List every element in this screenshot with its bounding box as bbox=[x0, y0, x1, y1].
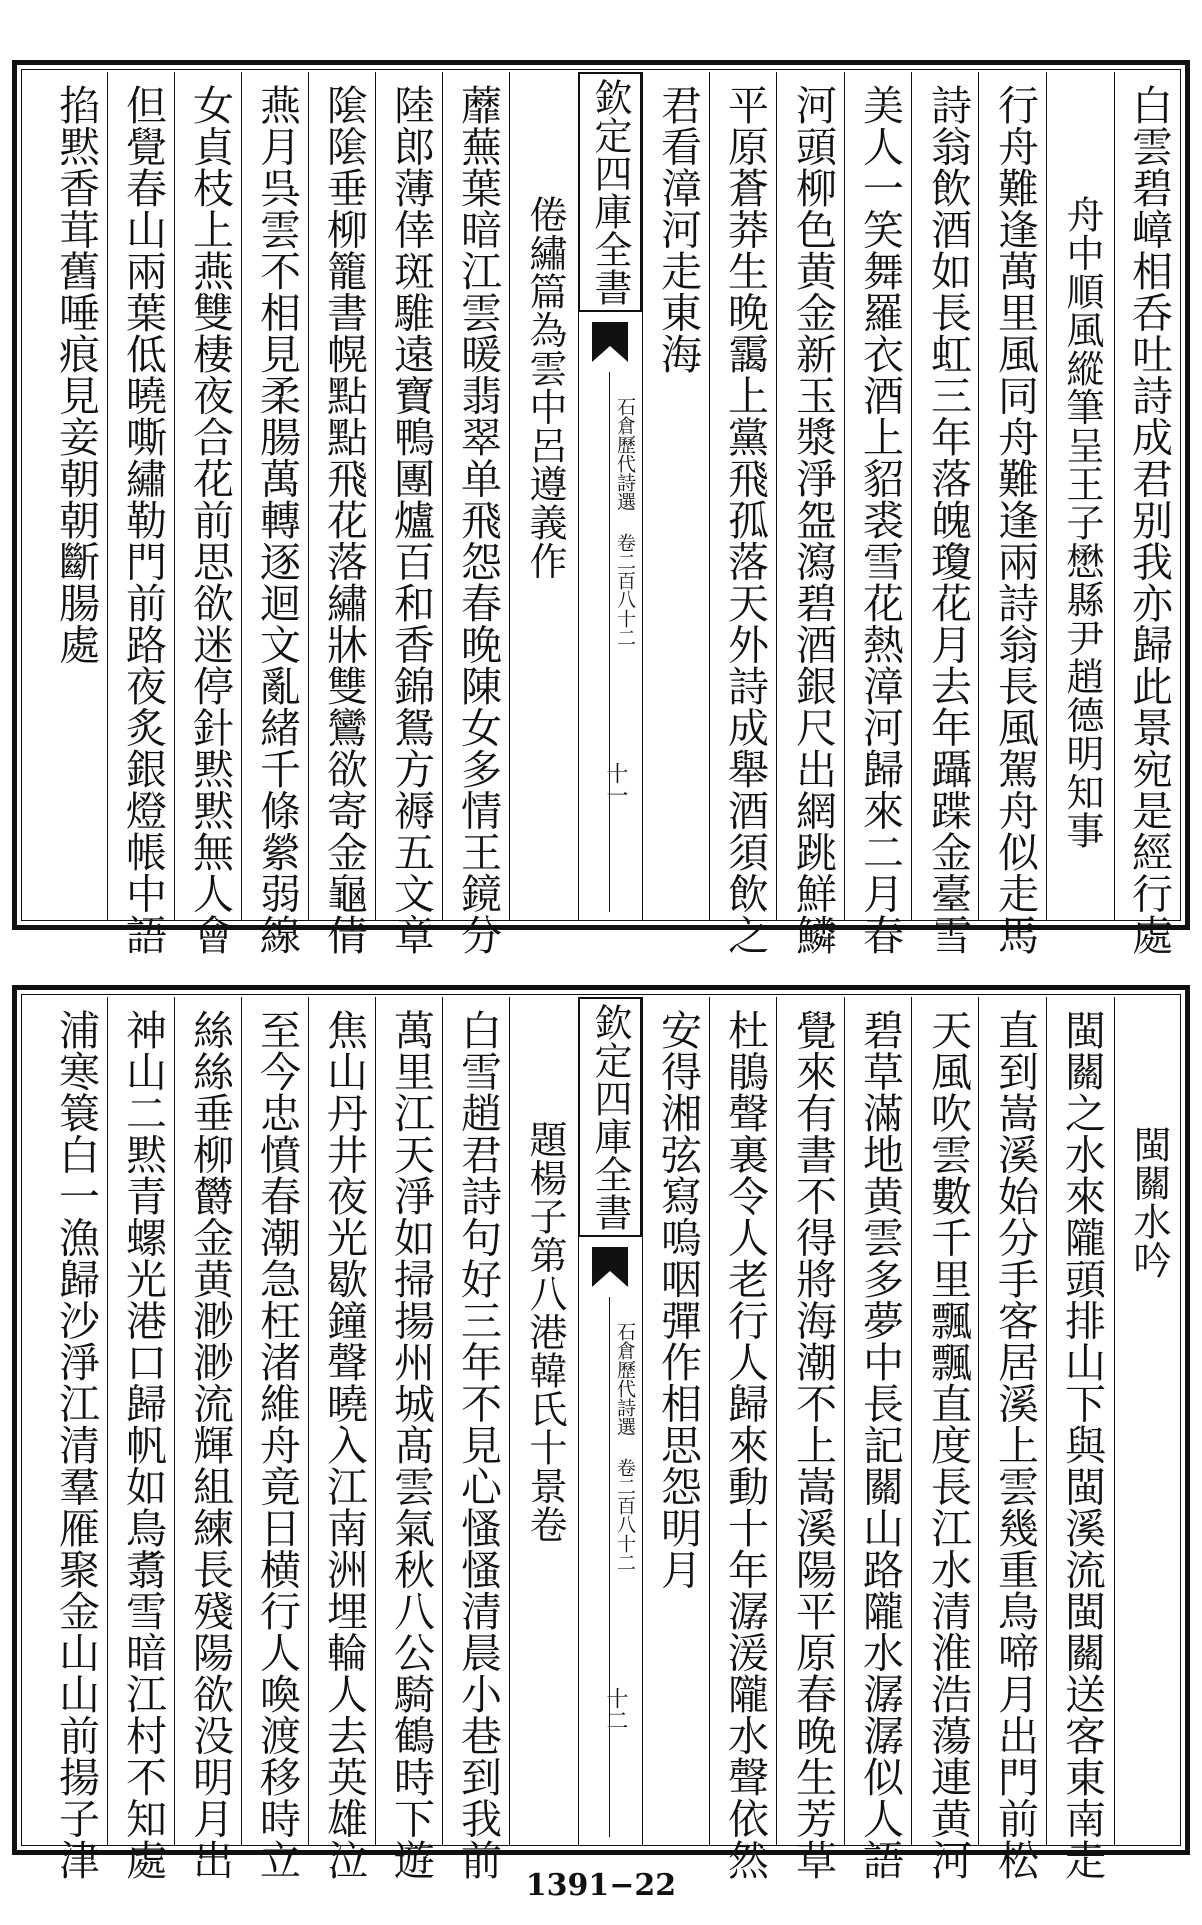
column-rule bbox=[509, 997, 510, 1845]
column-rule bbox=[844, 997, 845, 1845]
text-column: 焦山丹井夜光歇鐘聲曉入江南洲埋輪人去英雄泣 bbox=[320, 1009, 368, 1881]
text-column: 陸郎薄倖斑騅遠寶鴨團爐百和香錦鴛方褥五文章 bbox=[387, 84, 435, 956]
column-rule bbox=[375, 997, 376, 1845]
edition-label: 石倉歷代詩選 卷二百八十二 bbox=[614, 1322, 636, 1572]
fold-line bbox=[609, 1297, 610, 1837]
leaf-number: 十一 bbox=[603, 762, 628, 806]
column-rule bbox=[442, 72, 443, 920]
text-column: 但覺春山兩葉低曉嘶繡勒門前路夜炙銀燈帳中語 bbox=[119, 84, 167, 956]
text-column: 燕月呉雲不相見柔腸萬轉逐迴文亂緒千條縈弱線 bbox=[253, 84, 301, 956]
poem-title: 舟中順風縱筆呈王子懋縣尹趙德明知事 bbox=[1060, 195, 1104, 850]
text-column: 神山二黙青螺光港口歸帆如鳥翥雪暗江村不知處 bbox=[119, 1009, 167, 1881]
column-rule bbox=[174, 72, 175, 920]
column-rule bbox=[844, 72, 845, 920]
text-column: 杜鵑聲裏令人老行人歸來動十年潺湲隴水聲依然 bbox=[721, 1009, 769, 1881]
top-page bbox=[12, 60, 1190, 956]
column-rule bbox=[1114, 997, 1115, 1845]
text-column: 萬里江天淨如掃揚州城髙雲氣秋八公騎鶴時下遊 bbox=[387, 1009, 435, 1881]
poem-title: 閩關水吟 bbox=[1127, 1125, 1171, 1279]
text-column: 詩翁飲酒如長虹三年落魄瓊花月去年躡蹀金臺雪 bbox=[924, 84, 972, 956]
text-column: 河頭柳色黄金新玉漿淨盌瀉碧酒銀尺出網跳鮮鱗 bbox=[789, 84, 837, 956]
text-column: 美人一笑舞羅衣酒上貂裘雪花熱漳河歸來二月春 bbox=[856, 84, 904, 956]
text-column: 浦寒簑白一漁歸沙淨江清羣雁聚金山山前揚子津 bbox=[52, 1009, 100, 1881]
text-column: 覺來有書不得將海潮不上嵩溪陽平原春晚生芳草 bbox=[789, 1009, 837, 1881]
text-column: 蘼蕪葉暗江雲暖翡翠单飛怨春晚陳女多情王鏡分 bbox=[454, 84, 502, 956]
text-column: 天風吹雲數千里飄飄直度長江水清淮浩蕩連黄河 bbox=[924, 1009, 972, 1881]
center-fold bbox=[578, 72, 642, 920]
text-column: 白雪趙君詩句好三年不見心慅慅清晨小巷到我前 bbox=[454, 1009, 502, 1881]
library-title: 欽定四庫全書 bbox=[588, 78, 632, 306]
edition-label: 石倉歷代詩選 卷二百八十二 bbox=[614, 397, 636, 647]
column-rule bbox=[442, 997, 443, 1845]
column-rule bbox=[375, 72, 376, 920]
text-column: 直到嵩溪始分手客居溪上雲幾重鳥啼月出門前松 bbox=[991, 1009, 1039, 1881]
poem-title: 倦繡篇為雲中呂遵義作 bbox=[523, 195, 567, 580]
fold-edge bbox=[642, 72, 643, 920]
center-fold bbox=[578, 997, 642, 1845]
text-column: 白雲碧嶂相呑吐詩成君别我亦歸此景宛是經行處 bbox=[1125, 84, 1173, 956]
leaf-number: 十二 bbox=[603, 1687, 628, 1731]
text-column: 平原蒼莽生晚靄上黨飛孤落天外詩成舉酒須飲之 bbox=[721, 84, 769, 956]
column-rule bbox=[241, 997, 242, 1845]
column-rule bbox=[776, 997, 777, 1845]
poem-title: 題楊子第八港韓氏十景卷 bbox=[523, 1120, 567, 1544]
column-rule bbox=[509, 72, 510, 920]
column-rule bbox=[107, 72, 108, 920]
text-column: 絲絲垂柳欝金黄渺渺流輝組練長殘陽欲没明月出 bbox=[186, 1009, 234, 1881]
column-rule bbox=[308, 72, 309, 920]
column-rule bbox=[709, 997, 710, 1845]
column-rule bbox=[978, 72, 979, 920]
column-rule bbox=[911, 997, 912, 1845]
text-column: 女貞枝上燕雙棲夜合花前思欲迷停針黙黙無人會 bbox=[186, 84, 234, 956]
column-rule bbox=[709, 72, 710, 920]
fish-tail-mark bbox=[592, 1247, 628, 1293]
text-column: 閩關之水來隴頭排山下與閩溪流閩關送客東南走 bbox=[1058, 1009, 1106, 1881]
text-column: 掐黙香茸舊唾痕見妾朝朝斷腸處 bbox=[52, 84, 100, 665]
fold-line bbox=[609, 372, 610, 912]
library-title: 欽定四庫全書 bbox=[588, 1003, 632, 1231]
bottom-page bbox=[12, 985, 1190, 1881]
column-rule bbox=[241, 72, 242, 920]
page-code: 1391−22 bbox=[525, 1868, 677, 1903]
column-rule bbox=[107, 997, 108, 1845]
text-column: 行舟難逢萬里風同舟難逢兩詩翁長風駕舟似走馬 bbox=[991, 84, 1039, 956]
column-rule bbox=[978, 997, 979, 1845]
text-column: 安得湘弦寫嗚咽彈作相思怨明月 bbox=[654, 1009, 702, 1590]
fold-edge bbox=[642, 997, 643, 1845]
text-column: 碧草滿地黄雲多夢中長記關山路隴水潺潺似人語 bbox=[856, 1009, 904, 1881]
column-rule bbox=[308, 997, 309, 1845]
text-column: 君看漳河走東海 bbox=[654, 84, 702, 375]
fish-tail-mark bbox=[592, 322, 628, 368]
column-rule bbox=[776, 72, 777, 920]
column-rule bbox=[1046, 72, 1047, 920]
column-rule bbox=[1114, 72, 1115, 920]
text-column: 至今忠憤春潮急枉渚維舟竟日横行人喚渡移時立 bbox=[253, 1009, 301, 1881]
column-rule bbox=[174, 997, 175, 1845]
text-column: 隂隂垂柳籠書幌點點飛花落繡牀雙鸞欲寄金龜倩 bbox=[320, 84, 368, 956]
column-rule bbox=[911, 72, 912, 920]
column-rule bbox=[1046, 997, 1047, 1845]
